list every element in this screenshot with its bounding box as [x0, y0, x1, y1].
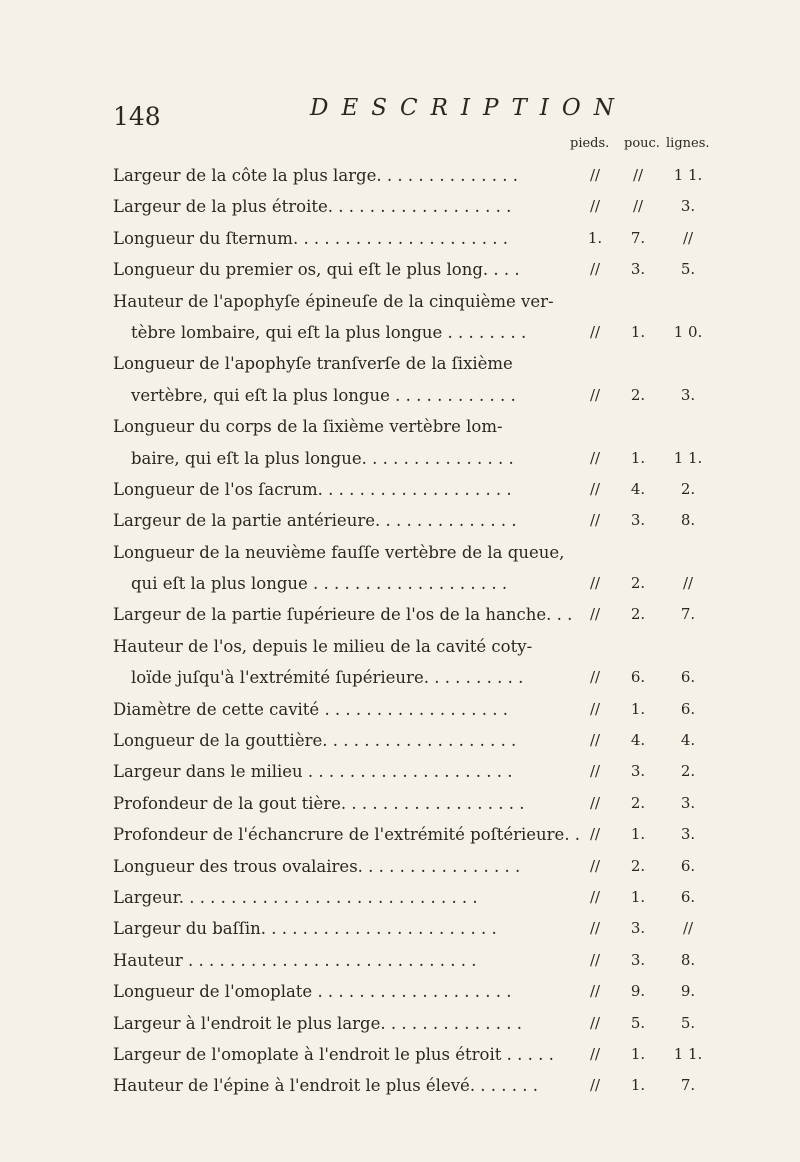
value-pouces: //: [632, 166, 644, 184]
value-pieds: //: [589, 385, 601, 404]
value-pouces: //: [632, 197, 644, 216]
measurement-entry: [113, 223, 800, 254]
value-lignes: 1 0.: [673, 322, 703, 341]
value-lignes: 3.: [680, 793, 696, 812]
value-pouces: 3.: [630, 762, 646, 781]
value-lignes: //: [682, 919, 694, 938]
entry-line: [113, 1039, 800, 1070]
entry-text: Longueur de l'os ſacrum. . . . . . . . . . . . . . . . . . .: [113, 479, 512, 499]
measurement-entry: [113, 882, 800, 913]
value-lignes: 6.: [680, 699, 696, 718]
measurement-entry: [113, 631, 800, 694]
value-lignes: 8.: [680, 950, 696, 969]
entry-line: [113, 882, 800, 913]
running-head: DESCRIPTION: [310, 95, 627, 121]
entry-text: Diamètre de cette cavité . . . . . . . . . . . . . . . . . .: [113, 699, 509, 719]
value-lignes: 9.: [680, 982, 696, 1001]
measurement-entry: [113, 945, 800, 976]
entry-continuation-line: [113, 443, 800, 474]
column-header-lignes: lignes.: [666, 136, 710, 151]
measurement-entry: [113, 474, 800, 505]
measurement-entry: [113, 505, 800, 536]
value-lignes: 5.: [680, 1013, 696, 1032]
entry-text: Largeur de l'omoplate à l'endroit le plus étroit . . . . .: [113, 1044, 554, 1064]
entry-line: [113, 1008, 800, 1039]
value-pieds: //: [589, 1044, 601, 1063]
entry-continuation-line: [113, 662, 800, 693]
value-lignes: //: [682, 228, 694, 247]
value-pieds: 1.: [587, 228, 603, 247]
entry-line: [113, 1070, 800, 1101]
value-pouces: 1.: [630, 699, 646, 718]
entry-text: Largeur. . . . . . . . . . . . . . . . . . . . . . . . . . . . .: [113, 887, 478, 907]
value-pouces: 1.: [630, 1044, 646, 1063]
value-pouces: 9.: [630, 982, 646, 1001]
entry-line: [113, 756, 800, 787]
value-lignes: 8.: [680, 511, 696, 530]
entry-text: Longueur du ſternum. . . . . . . . . . . . . . . . . . . . .: [113, 228, 508, 248]
entry-line: [113, 160, 800, 191]
column-header-pouces: pouc.: [624, 136, 660, 151]
entry-text: vertèbre, qui eſt la plus longue . . . . . . . . . . . .: [131, 385, 516, 405]
entry-text: Longueur du premier os, qui eſt le plus long. . . .: [113, 260, 520, 280]
value-pouces: 4.: [630, 731, 646, 750]
measurement-entry: [113, 756, 800, 787]
value-pieds: //: [589, 260, 601, 279]
value-pieds: //: [589, 322, 601, 341]
value-lignes: 1 1.: [673, 448, 703, 467]
value-lignes: 3.: [680, 385, 696, 404]
entry-line: [113, 599, 800, 630]
entry-line: [113, 348, 800, 379]
measurement-entry: [113, 694, 800, 725]
measurement-entry: [113, 851, 800, 882]
value-pouces: 6.: [630, 668, 646, 687]
measurement-entry: [113, 348, 800, 411]
value-pouces: 7.: [630, 228, 646, 247]
value-pieds: //: [589, 1076, 601, 1095]
entry-text: Longueur de la neuvième fauſſe vertèbre de la queue,: [113, 542, 565, 562]
entry-text: Longueur de l'apophyſe tranſverſe de la ſixième: [113, 354, 513, 374]
value-pieds: //: [589, 197, 601, 216]
entry-text: Hauteur de l'os, depuis le milieu de la cavité coty-: [113, 636, 533, 656]
entry-line: [113, 191, 800, 222]
entry-line: [113, 788, 800, 819]
entry-text: Largeur de la partie antérieure. . . . . . . . . . . . . .: [113, 511, 517, 531]
entry-text: Longueur de l'omoplate . . . . . . . . . . . . . . . . . . .: [113, 982, 512, 1002]
entry-text: baire, qui eſt la plus longue. . . . . . . . . . . . . . .: [131, 448, 514, 468]
value-pieds: //: [589, 731, 601, 750]
measurement-entry: [113, 788, 800, 819]
measurement-entry: [113, 725, 800, 756]
measurement-entry: [113, 819, 800, 850]
measurement-entry: [113, 160, 800, 191]
value-pieds: //: [589, 950, 601, 969]
entry-text: Hauteur . . . . . . . . . . . . . . . . . . . . . . . . . . . .: [113, 950, 477, 970]
value-pieds: //: [589, 887, 601, 906]
entry-line: [113, 819, 800, 850]
value-lignes: 6.: [680, 668, 696, 687]
measurement-entry: [113, 1008, 800, 1039]
measurement-entry: [113, 254, 800, 285]
value-pieds: //: [589, 919, 601, 938]
value-pieds: //: [589, 793, 601, 812]
value-pouces: 1.: [630, 1076, 646, 1095]
value-pouces: 3.: [630, 950, 646, 969]
entry-continuation-line: [113, 380, 800, 411]
value-pieds: //: [589, 166, 601, 184]
value-pouces: 3.: [630, 260, 646, 279]
value-pieds: //: [589, 479, 601, 498]
measurement-entry: [113, 286, 800, 349]
value-lignes: 1 1.: [673, 166, 703, 184]
entry-text: Longueur des trous ovalaires. . . . . . . . . . . . . . . .: [113, 856, 521, 876]
value-pieds: //: [589, 574, 601, 593]
entry-line: [113, 411, 800, 442]
measurement-entry: [113, 599, 800, 630]
value-pouces: 2.: [630, 574, 646, 593]
entry-text: Profondeur de la gout tière. . . . . . . . . . . . . . . . . .: [113, 793, 525, 813]
entry-line: [113, 945, 800, 976]
entry-line: [113, 223, 800, 254]
entry-text: Largeur de la plus étroite. . . . . . . . . . . . . . . . . .: [113, 197, 512, 217]
value-pieds: //: [589, 825, 601, 844]
value-pouces: 2.: [630, 605, 646, 624]
value-pouces: 1.: [630, 322, 646, 341]
value-pouces: 4.: [630, 479, 646, 498]
entry-text: Profondeur de l'échancrure de l'extrémité poſtérieure. .: [113, 825, 581, 845]
entry-line: [113, 851, 800, 882]
entry-line: [113, 537, 800, 568]
entry-line: [113, 286, 800, 317]
value-pouces: 2.: [630, 385, 646, 404]
entry-text: loïde juſqu'à l'extrémité ſupérieure. . . . . . . . . .: [131, 668, 524, 688]
measurement-list: [113, 160, 800, 1102]
entry-text: Largeur à l'endroit le plus large. . . . . . . . . . . . . .: [113, 1013, 522, 1033]
value-pouces: 3.: [630, 511, 646, 530]
entry-text: Largeur du baſſin. . . . . . . . . . . . . . . . . . . . . . .: [113, 919, 497, 939]
entry-continuation-line: [113, 568, 800, 599]
value-pouces: 1.: [630, 887, 646, 906]
entry-text: Longueur de la gouttière. . . . . . . . . . . . . . . . . . .: [113, 731, 517, 751]
entry-line: [113, 725, 800, 756]
value-lignes: 1 1.: [673, 1044, 703, 1063]
entry-line: [113, 976, 800, 1007]
value-lignes: 5.: [680, 260, 696, 279]
entry-text: qui eſt la plus longue . . . . . . . . . . . . . . . . . . .: [131, 574, 508, 594]
measurement-entry: [113, 537, 800, 600]
measurement-entry: [113, 1039, 800, 1070]
entry-line: [113, 631, 800, 662]
value-lignes: //: [682, 574, 694, 593]
measurement-entry: [113, 913, 800, 944]
entry-text: Longueur du corps de la ſixième vertèbre lom-: [113, 417, 503, 437]
value-pieds: //: [589, 605, 601, 624]
value-lignes: 7.: [680, 1076, 696, 1095]
entry-continuation-line: [113, 317, 800, 348]
measurement-entry: [113, 1070, 800, 1101]
value-lignes: 6.: [680, 887, 696, 906]
value-pouces: 2.: [630, 793, 646, 812]
value-pieds: //: [589, 668, 601, 687]
value-lignes: 2.: [680, 479, 696, 498]
entry-line: [113, 254, 800, 285]
value-pieds: //: [589, 511, 601, 530]
value-lignes: 3.: [680, 197, 696, 216]
entry-line: [113, 913, 800, 944]
value-lignes: 3.: [680, 825, 696, 844]
entry-text: tèbre lombaire, qui eſt la plus longue . . . . . . . .: [131, 322, 527, 342]
value-pouces: 1.: [630, 825, 646, 844]
measurement-entry: [113, 976, 800, 1007]
value-pieds: //: [589, 699, 601, 718]
value-pieds: //: [589, 982, 601, 1001]
value-pouces: 5.: [630, 1013, 646, 1032]
entry-line: [113, 694, 800, 725]
value-pouces: 1.: [630, 448, 646, 467]
entry-text: Hauteur de l'apophyſe épineuſe de la cinquième ver-: [113, 291, 554, 311]
entry-text: Hauteur de l'épine à l'endroit le plus élevé. . . . . . .: [113, 1076, 538, 1096]
measurement-entry: [113, 191, 800, 222]
measurement-entry: [113, 411, 800, 474]
value-pieds: //: [589, 856, 601, 875]
value-lignes: 2.: [680, 762, 696, 781]
entry-line: [113, 474, 800, 505]
value-lignes: 7.: [680, 605, 696, 624]
value-lignes: 4.: [680, 731, 696, 750]
value-lignes: 6.: [680, 856, 696, 875]
entry-text: Largeur de la côte la plus large. . . . . . . . . . . . . .: [113, 166, 518, 185]
value-pieds: //: [589, 448, 601, 467]
value-pieds: //: [589, 762, 601, 781]
column-header-pieds: pieds.: [570, 136, 610, 151]
value-pouces: 3.: [630, 919, 646, 938]
entry-text: Largeur dans le milieu . . . . . . . . . . . . . . . . . . . .: [113, 762, 513, 782]
page-number: 148: [113, 102, 161, 131]
entry-line: [113, 505, 800, 536]
entry-text: Largeur de la partie ſupérieure de l'os de la hanche. . .: [113, 605, 573, 625]
value-pouces: 2.: [630, 856, 646, 875]
value-pieds: //: [589, 1013, 601, 1032]
